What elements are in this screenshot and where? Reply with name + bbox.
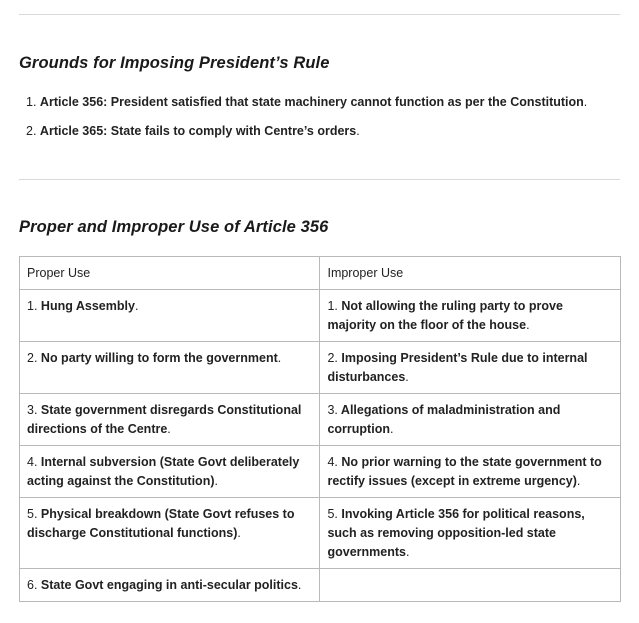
proper-cell: 1. Hung Assembly.	[20, 290, 320, 342]
grounds-heading: Grounds for Imposing President’s Rule	[19, 54, 330, 72]
proper-cell: 6. State Govt engaging in anti-secular politics.	[20, 569, 320, 602]
improper-cell: 5. Invoking Article 356 for political reasons, such as removing opposition-led state governments.	[320, 498, 621, 569]
table-row	[20, 498, 621, 569]
improper-cell: 2. Imposing President’s Rule due to internal disturbances.	[320, 342, 621, 394]
list-item-text: Article 365: State fails to comply with Centre’s orders	[39, 124, 357, 138]
improper-cell-empty	[320, 569, 621, 602]
improper-cell: 3. Allegations of maladministration and corruption.	[320, 394, 621, 446]
proper-cell: 2. No party willing to form the government.	[20, 342, 320, 394]
list-item-text: Article 356: President satisfied that state machinery cannot function as per the Constitution	[39, 95, 584, 109]
table-row	[20, 394, 621, 446]
improper-cell: 1. Not allowing the ruling party to prove majority on the floor of the house.	[320, 290, 621, 342]
table-row	[20, 290, 621, 342]
proper-cell: 4. Internal subversion (State Govt deliberately acting against the Constitution).	[20, 446, 320, 498]
table-header-row	[20, 257, 621, 290]
column-header-proper: Proper Use	[20, 257, 320, 290]
list-item-number: 2.	[26, 124, 37, 138]
list-item-number: 1.	[26, 95, 37, 109]
proper-cell: 5. Physical breakdown (State Govt refuses to discharge Constitutional functions).	[20, 498, 320, 569]
top-divider	[19, 14, 620, 15]
grounds-list	[26, 93, 626, 151]
list-item: 1. Article 356: President satisfied that state machinery cannot function as per the Constitution.	[26, 95, 588, 109]
improper-cell: 4. No prior warning to the state government to rectify issues (except in extreme urgency).	[320, 446, 621, 498]
usage-table	[19, 256, 621, 602]
usage-heading: Proper and Improper Use of Article 356	[19, 218, 329, 236]
table-row	[20, 446, 621, 498]
proper-cell: 3. State government disregards Constitutional directions of the Centre.	[20, 394, 320, 446]
table-row	[20, 569, 621, 602]
section-divider	[19, 179, 620, 180]
column-header-improper: Improper Use	[320, 257, 621, 290]
table-row	[20, 342, 621, 394]
list-item: 2. Article 365: State fails to comply with Centre’s orders.	[26, 124, 360, 138]
